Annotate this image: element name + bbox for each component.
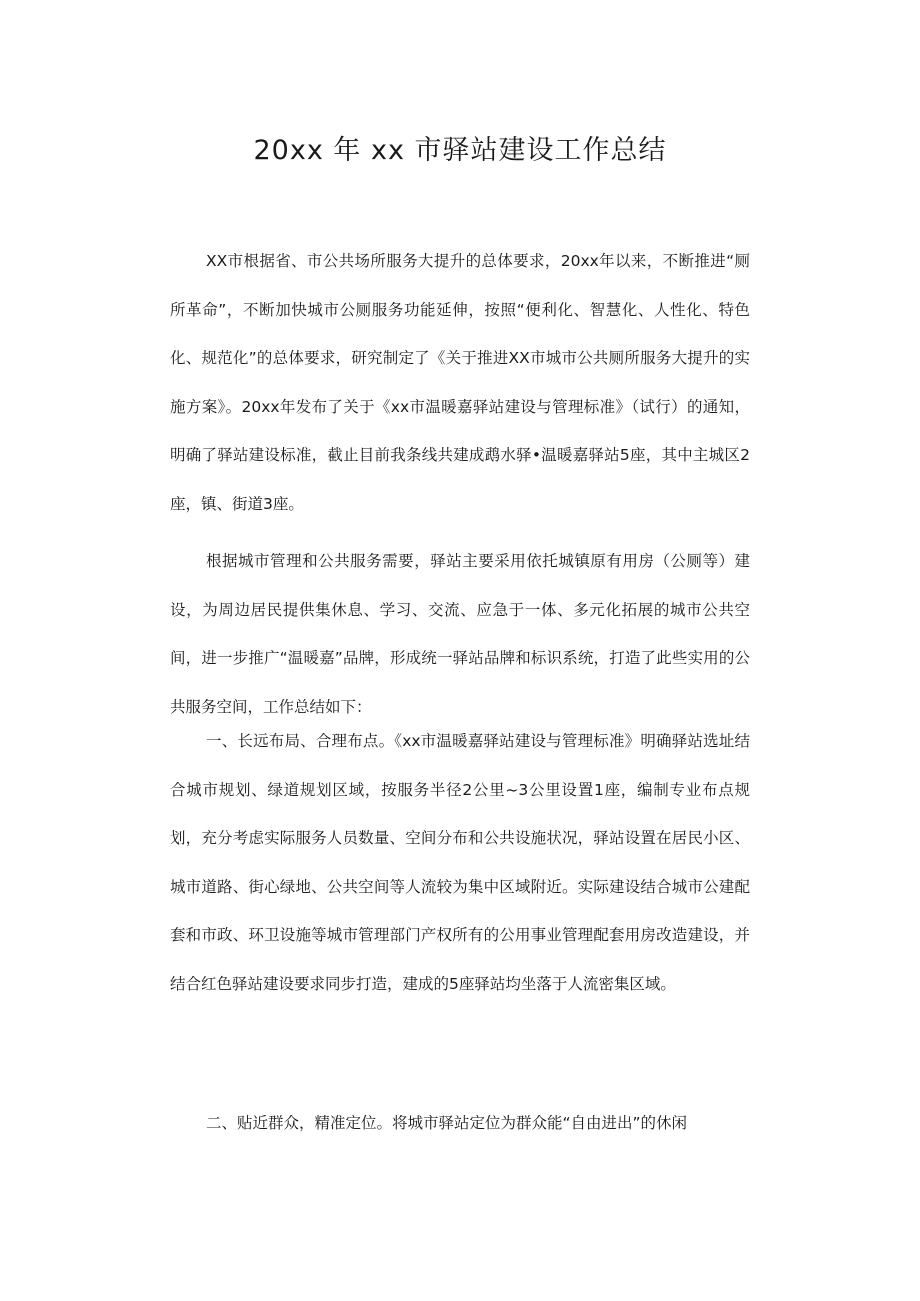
paragraph-section-one: 一、长远布局、合理布点。《xx市温暖嘉驿站建设与管理标准》明确驿站选址结合城市规划、绿道规划区域，按服务半径2公里~3公里设置1座，编制专业布点规划，充分考虑实际服务人员数量、空间分布和公共设施状况，驿站设置在居民小区、城市道路、街心绿地、公共空间等人流较为集中区域附近。实际建设结合城市公建配套和市政、环卫设施等城市管理部门产权所有的公用事业管理配套用房改造建设，并结合红色驿站建设要求同步打造，建成的5座驿站均坐落于人流密集区域。 (170, 732, 750, 993)
document-title: 20xx 年 xx 市驿站建设工作总结 (253, 135, 667, 166)
paragraph-background: 根据城市管理和公共服务需要，驿站主要采用依托城镇原有用房（公厕等）建设，为周边居民提供集休息、学习、交流、应急于一体、多元化拓展的城市公共空间，进一步推广“温暖嘉”品牌，形成统一驿站品牌和标识系统，打造了此些实用的公共服务空间，工作总结如下： (170, 552, 750, 716)
paragraph-intro: XX市根据省、市公共场所服务大提升的总体要求，20xx年以来，不断推进“厕所革命”，不断加快城市公厕服务功能延伸，按照“便利化、智慧化、人性化、特色化、规范化”的总体要求，研究制定了《关于推进XX市城市公共厕所服务大提升的实施方案》。20xx年发布了关于《xx市温暖嘉驿站建设与管理标准》（试行）的通知，明确了驿站建设标准，截止目前我条线共建成鹉水驿•温暖嘉驿站5座，其中主城区2座，镇、街道3座。 (170, 252, 750, 513)
paragraph-section-two: 二、贴近群众，精准定位。将城市驿站定位为群众能“自由进出”的休闲 (206, 1114, 688, 1132)
